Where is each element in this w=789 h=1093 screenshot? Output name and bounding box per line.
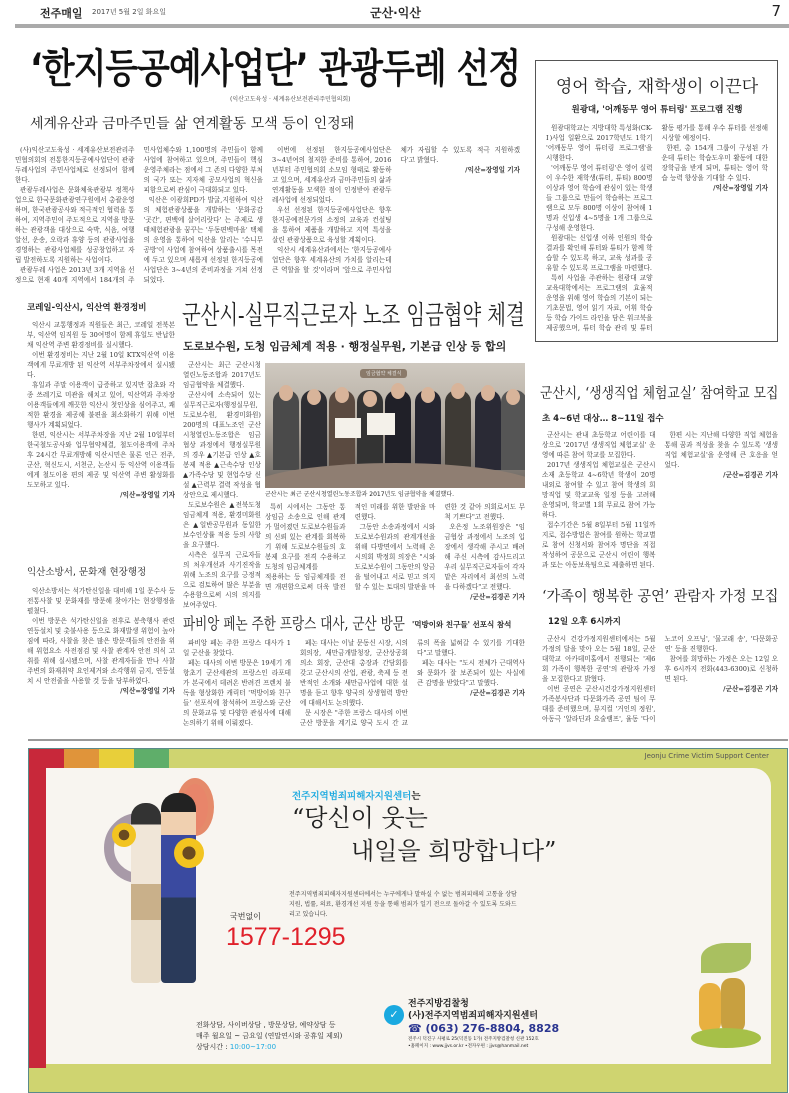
- paragraph: 원광대는 신입생 이하 인원의 학습결과를 확인해 튜터와 튜티가 함께 학습할 수 있도록 하고, 교육 성과를 공유할 수 있도록 프로그램을 마련했다.: [546, 234, 653, 272]
- top-subheadline: 세계유산과 금마주민들 삶 연계활동 모색 등이 인정돼: [30, 116, 355, 132]
- sunflower-icon: [174, 838, 204, 868]
- paragraph: 참여를 희망하는 가정은 오는 12일 오후 6시까지 전화(443-6300)로 신청하면 된다.: [664, 655, 778, 683]
- children-illustration: [691, 943, 761, 1053]
- job-body: [542, 430, 778, 576]
- korail-headline: 코레일-익산시, 익산역 환경정비: [27, 303, 147, 313]
- union-headline: 군산시-실무직근로자 노조 임금협약 체결: [182, 301, 525, 331]
- ad-org-block: [408, 998, 559, 1050]
- paragraph: 관광두레사업은 문화체육관광부 정책사업으로 한국문화관광연구원에서 총괄운영하며, 한국관광공사와 적극적인 협력을 통하여, 지역주민이 주도적으로 지역을 방문하는 관광객을 대상으로 숙박, 식음, 여행알선, 운송, 오락과 휴양 등의 관광사업을 경영하는 관광사업체를 성공창업하고 자립 발전하도록 지원하는 사업이다.: [15, 186, 135, 264]
- byline: /익산=장영일 기자: [713, 184, 768, 192]
- paragraph: 페논 대사의 이번 방문은 19세기 개항초기 군산세관의 프랑스인 라포테가 본국에서 데려온 반려견 프렌치 불독을 형상화한 캐릭터 '먹방이와 친구들' 선포식에 참석하여 프랑스와 군산의 문화교류 및 다양한 관심사에 대해 논의하기 위해 이뤄졌다.: [183, 659, 291, 727]
- paragraph: 관광두레 사업은 2013년 3개 지역을 선정으로 현재 40개 지역에서 184개의 주민사업체수와 1,100명의 주민들이 함께 사업에 참여하고 있으며, 주민들이 핵심 운영주체라는 점에서 그 존의 다양한 부처의 국가 또는 지자체 공모사업의 혁신을 피함으로써 관심이 극대화되고 있다.: [15, 146, 263, 284]
- ad-org2: (사)전주지역범죄피해자지원센터: [408, 1011, 538, 1021]
- union-subheadline: 도로보수원, 도청 임금체계 적용 · 행정실무원, 기본급 인상 등 합의: [183, 340, 507, 353]
- ad-web: •홈페이지 : www.jjvs.or.kr •전자우편 : jjvs@hanmail.net: [408, 1044, 529, 1049]
- top-credit: (익산고도육성 · 세계유산보전관리주민협의회): [230, 96, 351, 103]
- paragraph: 익산은 이광희PD가 발굴,지원하여 익산의 체험관광상품을 개발하는 '문화공감 '곳간', 편백에 살어리랏다' 는 주제로 생태체험관광을 꿈꾸는 '두동편백마을' 택체의 운영을 통하여 익산을 알리는 '수니무공방'이 사업에 참여하여 상품출시를 목전에 두고 있으며 새롭게 선정된 한지등공예사업단은 3~4년의 준비과정을 거쳐 선정되었다.: [143, 196, 263, 284]
- victim-support-ad: [28, 748, 788, 1093]
- paragraph: 이번 공연은 군산시건강가정지원센터 가족봉사단과 다문화가족 공연 팀이 무대를 준비했으며, 뮤지컬 '거인의 정원', 아동극 '알라딘과 요술램프', 율동 '다이노코어 오프닝', '물고래 송', '다문화공연' 등을 진행한다.: [542, 635, 778, 723]
- paragraph: 접수기간은 5월 8일부터 5월 11일까지로, 접수방법은 참여를 원하는 학교별로 참여 신청서와 참여자 명단을 직접 작성하여 공문으로 군산시 어린이 행복과 또는 아동보육팀으로 제출하면 된다.: [542, 521, 656, 569]
- byline: /군산=김경곤 기자: [723, 471, 778, 479]
- paragraph: 2017년 생생직업 체험교실은 군산시 소재 초등학교 4~6학년 학생이 20명 내외로 참여할 수 있고 참여 학생의 희망직업 및 학교교육 일정 등을 고려해 운영되며, 학교별 1회 무료로 참여 가능하다.: [542, 461, 656, 519]
- ad-intro: [292, 788, 421, 802]
- signing-ceremony-photo: [265, 363, 525, 488]
- paragraph: 이번에 선정된 한지등공예사업단은 3~4년여의 철저한 준비를 통하여, 2016년부터 주민협의회 소모임 형태로 활동하고 있으며, 세계유산과 금마주민들의 삶과 연계활동을 모색한 점이 인정받아 관광두레사업에 선정되었다.: [272, 146, 392, 204]
- page-number: 7: [771, 2, 781, 20]
- paragraph: 익산시 세계유산과에서는 '한지등공예사업단은 향후 세계유산의 가치를 알리는데 큰 역할을 할 것'이라며 '앞으로 주민사업체가 자립할 수 있도록 적극 지원하겠다'고 밝혔다.: [272, 146, 520, 274]
- fire-headline: 익산소방서, 문화재 현장행정: [27, 567, 147, 578]
- fire-body: [27, 586, 175, 736]
- family-body: [542, 634, 778, 736]
- job-headline: 군산시, ‘생생직업 체험교실’ 참여학교 모집: [540, 386, 779, 402]
- paragraph: 이번 환경정비는 지난 2월 10일 KTX익산역 이용객에게 무료개방 된 익산역 서부주차장에서 실시됐다.: [27, 351, 175, 379]
- paragraph: 군산시 건강가정지원센터에서는 5월 가정의 달을 맞아 오는 5월 18일, 군산대학교 아카데미홀에서 진행되는 '제6회 가족이 행복한 공연'의 관람자 가정을 모집한다고 밝혔다.: [542, 635, 656, 683]
- paragraph: 한편, 익산시는 서부주차장을 지난 2월 10일부터 한국철도공사와 업무협약체결, 철도이용객에 주차 후 24시간 무료개방해 익산시민은 물론 인근 전주, 군산, 혁신도시, 서천군, 논산시 등 익산역 이용객들에게 철도이용 편의 제공 및 익산역 주변 활성화를 도모하고 있다.: [27, 431, 175, 489]
- paragraph: 우선 선정된 한지등공예사업단은 향후 한지공예전문가의 소정의 교육과 컨설팅을 통하여 제품을 개발하고 지역 특성을 살린 관광상품으로 육성할 계획이다.: [272, 206, 392, 244]
- paragraph: 특히 시에서는 그동안 통상임금 소송으로 인해 관계가 멀어졌던 도로보수원들과의 신뢰 있는 관계를 회복하기 위해 도로보수원들의 호봉제 요구를 전격 수용하고 도청의 임금체계를: [265, 503, 346, 571]
- ad-service-info: [196, 1020, 342, 1053]
- ad-intro-center: 전주지역범죄피해자지원센터: [292, 791, 412, 802]
- family-headline: ‘가족이 행복한 공연’ 관람자 가정 모집: [542, 589, 779, 605]
- byline: /익산=장영일 기자: [465, 166, 520, 174]
- byline: /군산=김경곤 기자: [470, 593, 525, 601]
- union-body-right: [265, 502, 525, 610]
- masthead-rule: [15, 24, 789, 28]
- paragraph: 원광대학교는 지방대학 특성화(CK-Ⅰ)사업 일환으로 2017학년도 1학기 '어깨동무 영어 튜터링 프로그램'을 시행한다.: [546, 124, 653, 162]
- ad-hours: 10:00~17:00: [229, 1043, 277, 1051]
- paragraph: 군산시에 소속되어 있는 실무직근로자(행정실무원, 도로보수원, 환경미화원) 200명의 대표노조인 군산시청열린노동조합은 임금협상 과정에서 행정실무원의 경우 ▲기본급 인상 ▲호봉제 적용 ▲근속수당 인상 ▲가족수당 및 현업수당 신설 ▲근력부 결력 작성을 협상안으로 제시했다.: [183, 391, 261, 499]
- paragraph: 한편, 총 154개 그룹이 구성된 가운데 튜터는 학습도우미 활동에 대한 장학금을 받게 되며, 튜티는 영어 학습 능력 향상을 기대할 수 있다.: [661, 144, 768, 182]
- paragraph: 한편 시는 지난해 다양한 직업 체험을 통해 꿈과 적성을 찾을 수 있도록 '생생직업 체험교실'을 운영해 큰 호응을 얻었다.: [664, 431, 778, 469]
- sunflower-icon: [112, 823, 136, 847]
- section-title: 군산·익산: [370, 6, 421, 20]
- ambassador-body: [183, 638, 525, 736]
- newspaper-name: 전주매일: [40, 7, 83, 20]
- photo-caption: 군산시는 최근 군산시청열린노동조합과 2017년도 임금협약을 체결했다.: [265, 491, 455, 498]
- english-article-box: [535, 60, 778, 342]
- paragraph: 페논 대사는 "도시 전체가 근대역사와 문화가 잘 보존되어 있는 사실에 큰 감명을 받았다"고 말했다.: [417, 659, 525, 687]
- ad-services: 전화상담, 사이버상담 , 방문상담, 예약상담 등: [196, 1021, 336, 1029]
- ad-divider: [28, 739, 788, 741]
- union-body-left: [183, 360, 261, 610]
- job-subheadline: 초 4~6년 대상… 8~11일 접수: [542, 414, 664, 424]
- photo-banner: 임금협약 체결식: [360, 369, 407, 378]
- paragraph: 이번 방문은 석가탄신일을 전후로 봉축행사 관련 연등설치 및 촛불사용 등으로 화재발생 위험이 높아짐에 따라, 사찰을 찾은 많은 방문객들의 안전을 위해 위험요소 사전점검 및 사찰 관계자 안전 의식 고취를 위해 실시됐으며, 사찰 관계자들을 만나 사찰 주변의 화재취약 요인제거와 소각행위 금지, 연등설치 시 안전줄을 사용할 것 등을 당부하였다.: [27, 617, 175, 685]
- ad-slogan-line2: 내일을 희망합니다”: [351, 837, 557, 865]
- paragraph: 문 시장은 "주한 프랑스 대사의 이번 군산 방문을 계기로 양국 도시 간 교류의 폭을 넓혀갈 수 있기를 기대한다"고 말했다.: [300, 639, 525, 727]
- paragraph: 파비앙 페논 주한 프랑스 대사가 1일 군산을 찾았다.: [183, 639, 291, 657]
- paragraph: '어깨동무 영어 튜터링'은 영어 실력이 우수한 재학생(튜터, 튜티) 800명 이상과 영어 학습에 관심이 있는 학생들 그룹으로 만들어 학습하는 프로그램으로 모두 800명 이상이 참여해 1명과 신입생 4~5명을 1개 그룹으로 구성해 운영한다.: [546, 164, 653, 232]
- ambassador-subheadline: '먹방이와 친구들' 선포식 참석: [412, 620, 512, 629]
- paragraph: 휴일과 주말 이용객이 급증하고 있지만 잡초와 각종 쓰레기로 미관을 해치고 있어, 익산역과 주차장 이용객들에게 깨끗한 익산시 첫인상을 심어주고, 쾌적한 환경을 제공해 불편을 최소화하기 위해 이번 행사가 계획되었다.: [27, 381, 175, 429]
- top-article-body: [15, 145, 520, 293]
- korail-body: [27, 320, 175, 558]
- top-headline: ‘한지등공예사업단’ 관광두레 선정: [30, 46, 521, 92]
- byline: /익산=장영일 기자: [120, 687, 175, 695]
- paragraph: 군산시는 최근 군산시청열린노동조합과 2017년도 임금협약을 체결했다.: [183, 361, 261, 389]
- box-body: [546, 123, 768, 337]
- paragraph: 적용하는 등 임금체계를 전면 개편함으로써 더욱 발전적인 미래를 위한 발판을 마련했다.: [265, 503, 436, 591]
- issue-date: 2017년 5월 2일 화요일: [92, 8, 166, 16]
- byline: /익산=장영일 기자: [120, 491, 175, 499]
- child-illustration: [161, 793, 196, 983]
- ad-slogan-line1: “당신이 웃는: [292, 804, 428, 832]
- paragraph: 페논 대사는 이날 문동신 시장, 시의회의장, 새만금개발청장, 군산상공회의소 회장, 군산대 총장과 간담회를 갖고 군산시의 산업, 관광, 축제 등 전반적인 소개와 새만금사업에 대한 설명을 듣고 향후 양국의 상생협력 방안에 대해서도 논의했다.: [300, 639, 408, 707]
- ad-hours-label: 상담시간 :: [196, 1043, 230, 1051]
- paragraph: 그동안 소송과정에서 시와 도로보수원과의 관계개선을 위해 다방면에서 노력해 온 시의회 박정희 의장은 "시와 도로보수원이 그동안의 앙금을 털어내고 서로 믿고 의지할 수 있는 토대의 발판을 마련한 것 같아 의회로서도 무척 기쁘다"고 전했다.: [354, 503, 525, 591]
- paragraph: 시측은 실무직 근로자들의 처우개선과 사기진작을 위해 노조의 요구를 긍정적으로 검토하여 많은 부분을 수용함으로써 시의 의지를 보여주었다.: [183, 551, 261, 609]
- paragraph: 특히 사업을 주관하는 원광대 교양교육대학에서는 프로그램의 효율적 운영을 위해 영어 학습의 기본이 되는 기초문법, 영어 읽기 자료, 어휘 학습 등 학습 가이드 라인을 담은 워크북을 제공했으며, 튜터 학습 관리 및 튜터 활동 평가를 통해 우수 튜터를 선정해 시상할 예정이다.: [546, 124, 768, 332]
- ad-days: 매주 월요일 ~ 금요일 (연말연시와 공휴일 제외): [196, 1032, 343, 1040]
- ad-org1: 전주지방검찰청: [408, 999, 469, 1009]
- paragraph: 익산소방서는 석가탄신일을 대비해 1일 문수사 등 전통사찰 및 문화재를 방문해 찾아가는 현장행정을 펼쳤다.: [27, 587, 175, 615]
- ambassador-headline: 파비앙 페논 주한 프랑스 대사, 군산 방문: [183, 614, 405, 633]
- byline: /군산=김경곤 기자: [470, 689, 525, 697]
- box-headline: 영어 학습, 재학생이 이끈다: [555, 77, 759, 97]
- child-illustration: [131, 803, 161, 983]
- paragraph: 익산시 교통행정과 직원들은 최근, 코레일 전북본부, 익산역 임직원 등 30여명이 함께 휴일도 반납한 채 익산역 주변 환경정비를 실시했다.: [27, 321, 175, 349]
- hotline-number: 1577-1295: [226, 923, 346, 951]
- ad-intro-suffix: 는: [411, 791, 421, 802]
- hotline-label: 국번없이: [230, 912, 261, 921]
- paragraph: 오은정 노조위원장은 "임금협상 과정에서 노조의 입장에서 생각해 주시고 배려해 주신 시측에 감사드리고 우리 실무직근로자들이 각자 맡은 자리에서 최선의 노력을 다하겠다"고 전했다.: [444, 523, 525, 591]
- ad-panel: [46, 768, 771, 1064]
- dove-logo-icon: ✓: [384, 1005, 404, 1025]
- paragraph: 도로보수원은 ▲전북도청 임금체계 적용, 환경미화원은 ▲일반공무원과 동일한 보수인상률 적용 등의 사항을 요구했다.: [183, 501, 261, 549]
- ad-center-name-en: Jeonju Crime Victim Support Center: [644, 752, 769, 760]
- ad-description: 전주지역범죄피해자지원센터에서는 누구에게나 말하실 수 없는 범죄피해의 고통을 상담지원, 법률, 의료, 환경개선 지원 등을 통해 범죄가 일기 전으로 돌아갈 수 있도록 도와드리고 있습니다.: [289, 891, 517, 918]
- box-subheadline: 원광대, '어깨동무 영어 튜터링' 프로그램 진행: [571, 105, 743, 115]
- ad-phone: ☎ (063) 276-8804, 8828: [408, 1022, 560, 1035]
- byline: /군산=김경곤 기자: [723, 685, 778, 693]
- family-subheadline: 12일 오후 6시까지: [548, 617, 621, 627]
- paragraph: (사)익산고도육성 · 세계유산보전관리주민협의회의 전통한지등공예사업단이 관광두레사업의 주민사업체로 선정되어 함께 한다.: [15, 146, 135, 184]
- paragraph: 군산시는 관내 초등학교 어린이를 대상으로 '2017년 생생직업 체험교실' 운영에 따른 참여 학교를 모집한다.: [542, 431, 656, 459]
- ad-address: 전주시 덕진구 사평로 25(덕진동 1가) 전주지방검찰청 신관 152호: [408, 1037, 539, 1042]
